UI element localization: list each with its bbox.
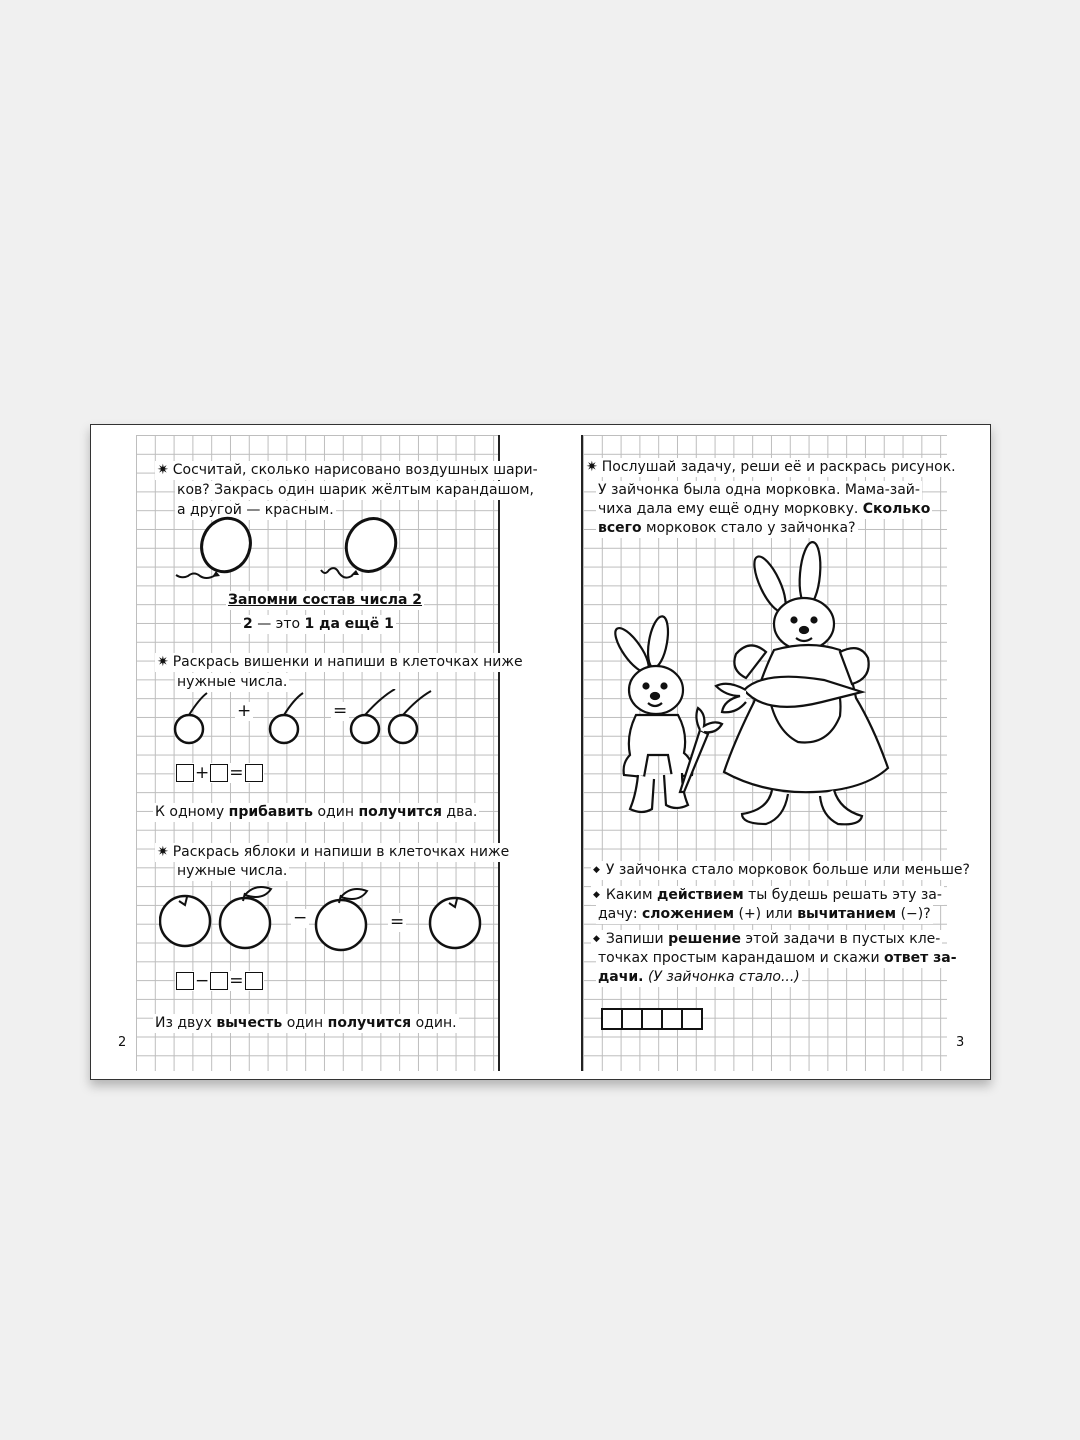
page-number-right: 3 xyxy=(956,1035,965,1050)
balloons-illustration xyxy=(171,513,431,588)
cherries-equation xyxy=(169,689,439,749)
answer-cell[interactable] xyxy=(176,764,194,782)
answer-cell[interactable] xyxy=(210,972,228,990)
task2-line2: нужные числа. xyxy=(177,674,288,690)
star-icon: ✷ xyxy=(157,462,169,478)
instruction-write-line1: ◆ Запиши решение этой задачи в пустых кле- xyxy=(593,931,941,947)
task3-line2: нужные числа. xyxy=(177,863,288,879)
star-icon: ✷ xyxy=(586,459,598,475)
task2-line1: ✷ Раскрась вишенки и напиши в клеточках ниже xyxy=(157,654,523,670)
story-line1: У зайчонка была одна морковка. Мама-зай- xyxy=(598,482,920,498)
star-icon: ✷ xyxy=(157,844,169,860)
memo-composition: 2 — это 1 да ещё 1 xyxy=(243,616,394,632)
story-line3: всего морковок стало у зайчонка? xyxy=(598,520,856,536)
bullet-icon: ◆ xyxy=(593,890,600,900)
question-more-or-less: ◆ У зайчонка стало морковок больше или меньше? xyxy=(593,862,970,878)
apples-equation xyxy=(159,883,489,955)
story-line2: чиха дала ему ещё одну морковку. Сколько xyxy=(598,501,931,517)
task1-line1: ✷ Сосчитай, сколько нарисовано воздушных шари- xyxy=(157,462,538,478)
answer-cell[interactable] xyxy=(641,1008,663,1030)
bullet-icon: ◆ xyxy=(593,934,600,944)
bullet-icon: ◆ xyxy=(593,865,600,875)
instruction-write-line3: дачи. (У зайчонка стало...) xyxy=(598,969,800,985)
equals-sign: = xyxy=(390,912,405,932)
answer-cell[interactable] xyxy=(245,972,263,990)
plus-sign: + xyxy=(237,701,252,721)
answer-cell[interactable] xyxy=(176,972,194,990)
rule-addition: К одному прибавить один получится два. xyxy=(155,804,478,820)
rule-subtraction: Из двух вычесть один получится один. xyxy=(155,1015,457,1031)
answer-cell[interactable] xyxy=(601,1008,623,1030)
question-operation-line2: дачу: сложением (+) или вычитанием (−)? xyxy=(598,906,931,922)
book-spread xyxy=(90,424,991,1080)
task-intro: ✷ Послушай задачу, реши её и раскрась рисунок. xyxy=(586,459,956,475)
page-number-left: 2 xyxy=(118,1035,127,1050)
question-operation-line1: ◆ Каким действием ты будешь решать эту за- xyxy=(593,887,942,903)
memo-title: Запомни состав числа 2 xyxy=(228,592,423,608)
solution-answer-cells xyxy=(601,1008,701,1030)
addition-answer-boxes: + = xyxy=(175,763,264,783)
star-icon: ✷ xyxy=(157,654,169,670)
task1-line3: а другой — красным. xyxy=(177,502,334,518)
answer-cell[interactable] xyxy=(245,764,263,782)
equals-sign: = xyxy=(333,701,348,721)
subtraction-answer-boxes: − = xyxy=(175,971,264,991)
instruction-write-line2: точках простым карандашом и скажи ответ за- xyxy=(598,950,957,966)
answer-cell[interactable] xyxy=(681,1008,703,1030)
minus-sign: − xyxy=(293,908,308,928)
answer-cell[interactable] xyxy=(661,1008,683,1030)
answer-cell[interactable] xyxy=(210,764,228,782)
task3-line1: ✷ Раскрась яблоки и напиши в клеточках ниже xyxy=(157,844,510,860)
rabbits-illustration xyxy=(596,540,926,850)
answer-cell[interactable] xyxy=(621,1008,643,1030)
task1-line2: ков? Закрась один шарик жёлтым карандашом, xyxy=(177,482,534,498)
